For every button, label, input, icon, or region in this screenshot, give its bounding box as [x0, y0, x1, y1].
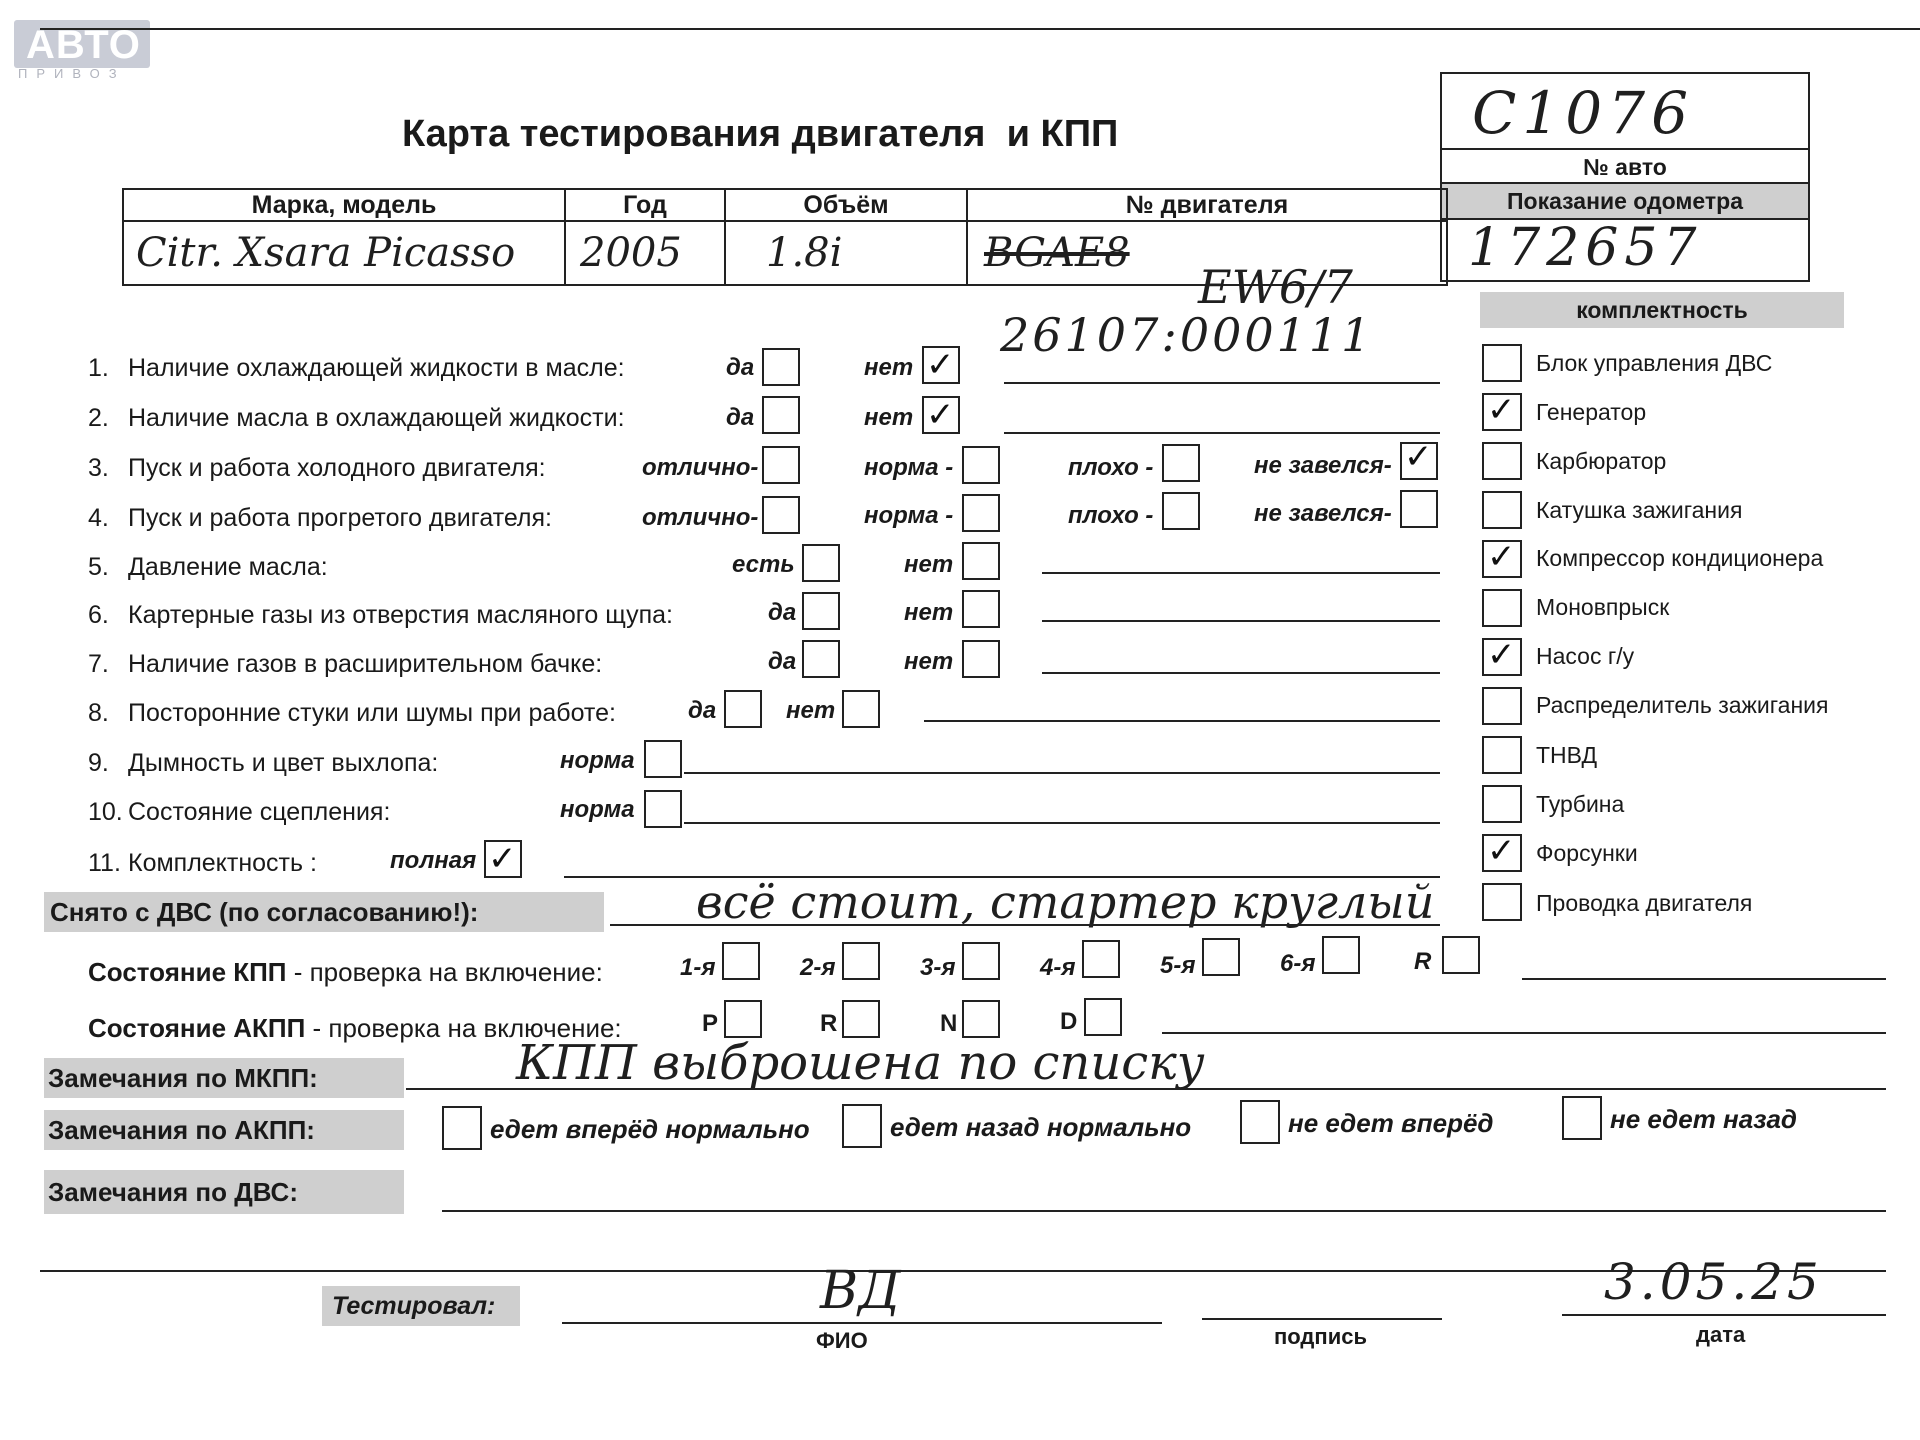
gear-label: 6-я [1280, 950, 1316, 977]
checkbox[interactable] [1482, 736, 1522, 774]
item-number: 3. [88, 454, 109, 482]
gear-label: 5-я [1160, 952, 1196, 979]
col-volume: Объём [725, 189, 967, 221]
option-label: норма [560, 796, 635, 823]
gear-checkbox[interactable] [962, 942, 1000, 980]
caption-date: дата [1696, 1322, 1746, 1347]
tested-label-bg [322, 1286, 520, 1326]
checkbox[interactable] [1162, 444, 1200, 482]
item-label: Наличие газов в расширительном бачке: [128, 650, 603, 678]
akpp-label: Состояние АКПП - проверка на включение: [88, 1013, 622, 1043]
checkbox[interactable] [762, 496, 800, 534]
auto-number-value: C1076 [1472, 79, 1694, 147]
option-label: едет назад нормально [890, 1112, 1192, 1142]
completeness-item: Блок управления ДВС [1536, 350, 1773, 376]
option-label: едет вперёд нормально [490, 1114, 810, 1144]
checkbox[interactable] [802, 640, 840, 678]
remarks-akpp-label-bg [44, 1110, 404, 1150]
auto-number-box [1440, 72, 1810, 282]
tested-label: Тестировал: [332, 1292, 496, 1320]
checkbox[interactable] [802, 544, 840, 582]
option-label: нет [786, 697, 836, 724]
completeness-item: Форсунки [1536, 840, 1638, 866]
completeness-title: комплектность [1576, 297, 1748, 323]
checkbox[interactable] [842, 690, 880, 728]
gear-checkbox[interactable] [1202, 938, 1240, 976]
option-label: норма [560, 747, 635, 774]
item-number: 9. [88, 749, 109, 777]
item-number: 11. [88, 849, 121, 877]
checkmark-icon: ✓ [488, 839, 517, 879]
gear-checkbox[interactable] [842, 942, 880, 980]
item-number: 2. [88, 404, 109, 432]
gear-checkbox[interactable] [722, 942, 760, 980]
checkbox[interactable] [1482, 785, 1522, 823]
option-label: да [768, 648, 797, 675]
checkbox[interactable] [962, 590, 1000, 628]
checkbox[interactable] [1482, 491, 1522, 529]
completeness-item: Катушка зажигания [1536, 497, 1743, 523]
checkbox[interactable] [762, 396, 800, 434]
top-rule [40, 28, 1920, 30]
option-label: не завелся- [1254, 500, 1392, 527]
odometer-label-bg [1442, 182, 1808, 220]
option-label: да [688, 697, 717, 724]
logo-subtext: ПРИВОЗ [18, 66, 126, 81]
tested-date: 3.05.25 [1604, 1253, 1823, 1311]
odometer-label: Показание одометра [1507, 188, 1743, 214]
checkbox[interactable] [962, 542, 1000, 580]
completeness-item: Генератор [1536, 399, 1647, 425]
checkbox[interactable] [842, 1104, 882, 1148]
checkmark-icon: ✓ [1487, 390, 1516, 430]
option-label: нет [904, 648, 954, 675]
completeness-item: Насос г/у [1536, 643, 1635, 669]
checkbox[interactable] [762, 446, 800, 484]
option-label: есть [732, 551, 795, 578]
checkbox[interactable] [724, 690, 762, 728]
option-label: нет [864, 404, 914, 431]
option-label: да [726, 404, 755, 431]
checkbox[interactable] [1482, 831, 1522, 872]
engine-extra-1: EW6/7 [1198, 260, 1353, 314]
item-number: 7. [88, 650, 109, 678]
completeness-item: Проводка двигателя [1536, 890, 1753, 916]
gear-label: 4-я [1040, 954, 1076, 981]
checkbox[interactable] [1482, 635, 1522, 676]
item-label: Дымность и цвет выхлопа: [128, 749, 439, 777]
checkmark-icon: ✓ [926, 345, 955, 385]
checkbox[interactable] [1482, 589, 1522, 627]
kpp-label: Состояние КПП - проверка на включение: [88, 957, 603, 987]
item-number: 5. [88, 553, 109, 581]
option-label: не едет назад [1610, 1104, 1798, 1134]
caption-fio: ФИО [816, 1328, 868, 1353]
completeness-item: ТНВД [1536, 742, 1598, 768]
gear-checkbox[interactable] [1084, 998, 1122, 1036]
item-label: Давление масла: [128, 553, 328, 581]
item-number: 1. [88, 354, 109, 382]
gear-checkbox[interactable] [1322, 936, 1360, 974]
gear-checkbox[interactable] [1082, 940, 1120, 978]
checkbox[interactable] [1482, 390, 1522, 431]
item-label: Пуск и работа холодного двигателя: [128, 454, 546, 482]
gear-label: 3-я [920, 954, 956, 981]
gear-label: 1-я [680, 954, 716, 981]
option-label: плохо - [1068, 502, 1154, 529]
option-label: не завелся- [1254, 452, 1392, 479]
option-label: плохо - [1068, 454, 1154, 481]
checkbox[interactable] [1482, 442, 1522, 480]
gear-label: P [702, 1010, 719, 1037]
checkbox[interactable] [644, 740, 682, 778]
remarks-dvs-label: Замечания по ДВС: [48, 1177, 298, 1207]
checkbox[interactable] [1482, 687, 1522, 725]
logo-text: АВТО [26, 23, 141, 67]
option-label: отлично- [642, 454, 759, 481]
checkbox[interactable] [962, 640, 1000, 678]
item-label: Картерные газы из отверстия масляного щупа: [128, 601, 673, 629]
checkmark-icon: ✓ [1487, 831, 1516, 871]
checkmark-icon: ✓ [1487, 537, 1516, 577]
gear-label: N [940, 1010, 958, 1037]
item-number: 10. [88, 798, 123, 826]
item-number: 8. [88, 699, 109, 727]
checkmark-icon: ✓ [926, 395, 955, 435]
item-label: Наличие охлаждающей жидкости в масле: [128, 354, 625, 382]
checkmark-icon: ✓ [1404, 437, 1433, 477]
checkbox[interactable] [442, 1106, 482, 1150]
col-model: Марка, модель [123, 189, 565, 221]
completeness-title-bg [1480, 292, 1844, 328]
checkbox[interactable] [1240, 1100, 1280, 1144]
auto-number-label: № авто [1583, 154, 1667, 180]
remarks-akpp-label: Замечания по АКПП: [48, 1115, 315, 1145]
item-label: Пуск и работа прогретого двигателя: [128, 504, 552, 532]
col-year: Год [565, 189, 725, 221]
page-title: Карта тестирования двигателя и КПП [402, 113, 1119, 155]
remarks-mkpp-label: Замечания по МКПП: [48, 1063, 318, 1093]
gear-label: R [1414, 948, 1432, 975]
option-label: нет [864, 354, 914, 381]
item-number: 6. [88, 601, 109, 629]
gear-checkbox[interactable] [724, 1000, 762, 1038]
checkbox[interactable] [1482, 344, 1522, 382]
checkbox[interactable] [922, 346, 960, 384]
tested-fio: ВД [820, 1261, 901, 1321]
item-label: Посторонние стуки или шумы при работе: [128, 699, 616, 727]
checkbox[interactable] [644, 790, 682, 828]
gear-checkbox[interactable] [842, 1000, 880, 1038]
option-label: да [768, 599, 797, 626]
gear-checkbox[interactable] [1442, 936, 1480, 974]
remarks-mkpp-label-bg [44, 1058, 404, 1098]
item-label: Комплектность : [128, 849, 317, 877]
completeness-item: Распределитель зажигания [1536, 692, 1829, 718]
removed-label-bg [44, 892, 604, 932]
checkbox[interactable] [484, 840, 522, 878]
item-number: 4. [88, 504, 109, 532]
item-label: Состояние сцепления: [128, 798, 391, 826]
caption-signature: подпись [1274, 1324, 1367, 1349]
checkbox[interactable] [762, 348, 800, 386]
gear-checkbox[interactable] [962, 1000, 1000, 1038]
removed-note: всё стоит, стартер круглый [696, 875, 1435, 929]
item-label: Наличие масла в охлаждающей жидкости: [128, 404, 625, 432]
completeness-item: Компрессор кондиционера [1536, 545, 1824, 571]
completeness-item: Моновпрыск [1536, 594, 1670, 620]
odometer-value: 172657 [1468, 218, 1703, 278]
remarks-mkpp-note: КПП выброшена по списку [516, 1035, 1205, 1091]
checkbox[interactable] [1482, 537, 1522, 578]
remarks-dvs-label-bg [44, 1170, 404, 1214]
completeness-item: Турбина [1536, 791, 1625, 817]
checkmark-icon: ✓ [1487, 635, 1516, 675]
gear-label: D [1060, 1008, 1078, 1035]
option-label: отлично- [642, 504, 759, 531]
checkbox[interactable] [1562, 1096, 1602, 1140]
model-value: Citr. Xsara Picasso [136, 230, 516, 276]
option-label: полная [390, 847, 477, 874]
checkbox[interactable] [1482, 883, 1522, 921]
year-value: 2005 [580, 230, 682, 276]
checkbox[interactable] [922, 396, 960, 434]
removed-label: Снято с ДВС (по согласованию!): [50, 897, 479, 927]
checkbox[interactable] [1400, 490, 1438, 528]
checkbox[interactable] [802, 592, 840, 630]
engine-value: BGAE8 [984, 230, 1130, 276]
checkbox[interactable] [1162, 492, 1200, 530]
checkbox[interactable] [1400, 437, 1438, 480]
col-engine: № двигателя [967, 189, 1447, 221]
completeness-item: Карбюратор [1536, 448, 1667, 474]
engine-extra-2: 26107:000111 [1000, 308, 1374, 362]
checkbox[interactable] [962, 446, 1000, 484]
option-label: да [726, 354, 755, 381]
option-label: нет [904, 551, 954, 578]
gear-label: 2-я [800, 954, 836, 981]
option-label: нет [904, 599, 954, 626]
volume-value: 1.8i [766, 230, 843, 276]
option-label: не едет вперёд [1288, 1108, 1494, 1138]
option-label: норма - [864, 502, 954, 529]
checkbox[interactable] [962, 494, 1000, 532]
gear-label: R [820, 1010, 838, 1037]
option-label: норма - [864, 454, 954, 481]
